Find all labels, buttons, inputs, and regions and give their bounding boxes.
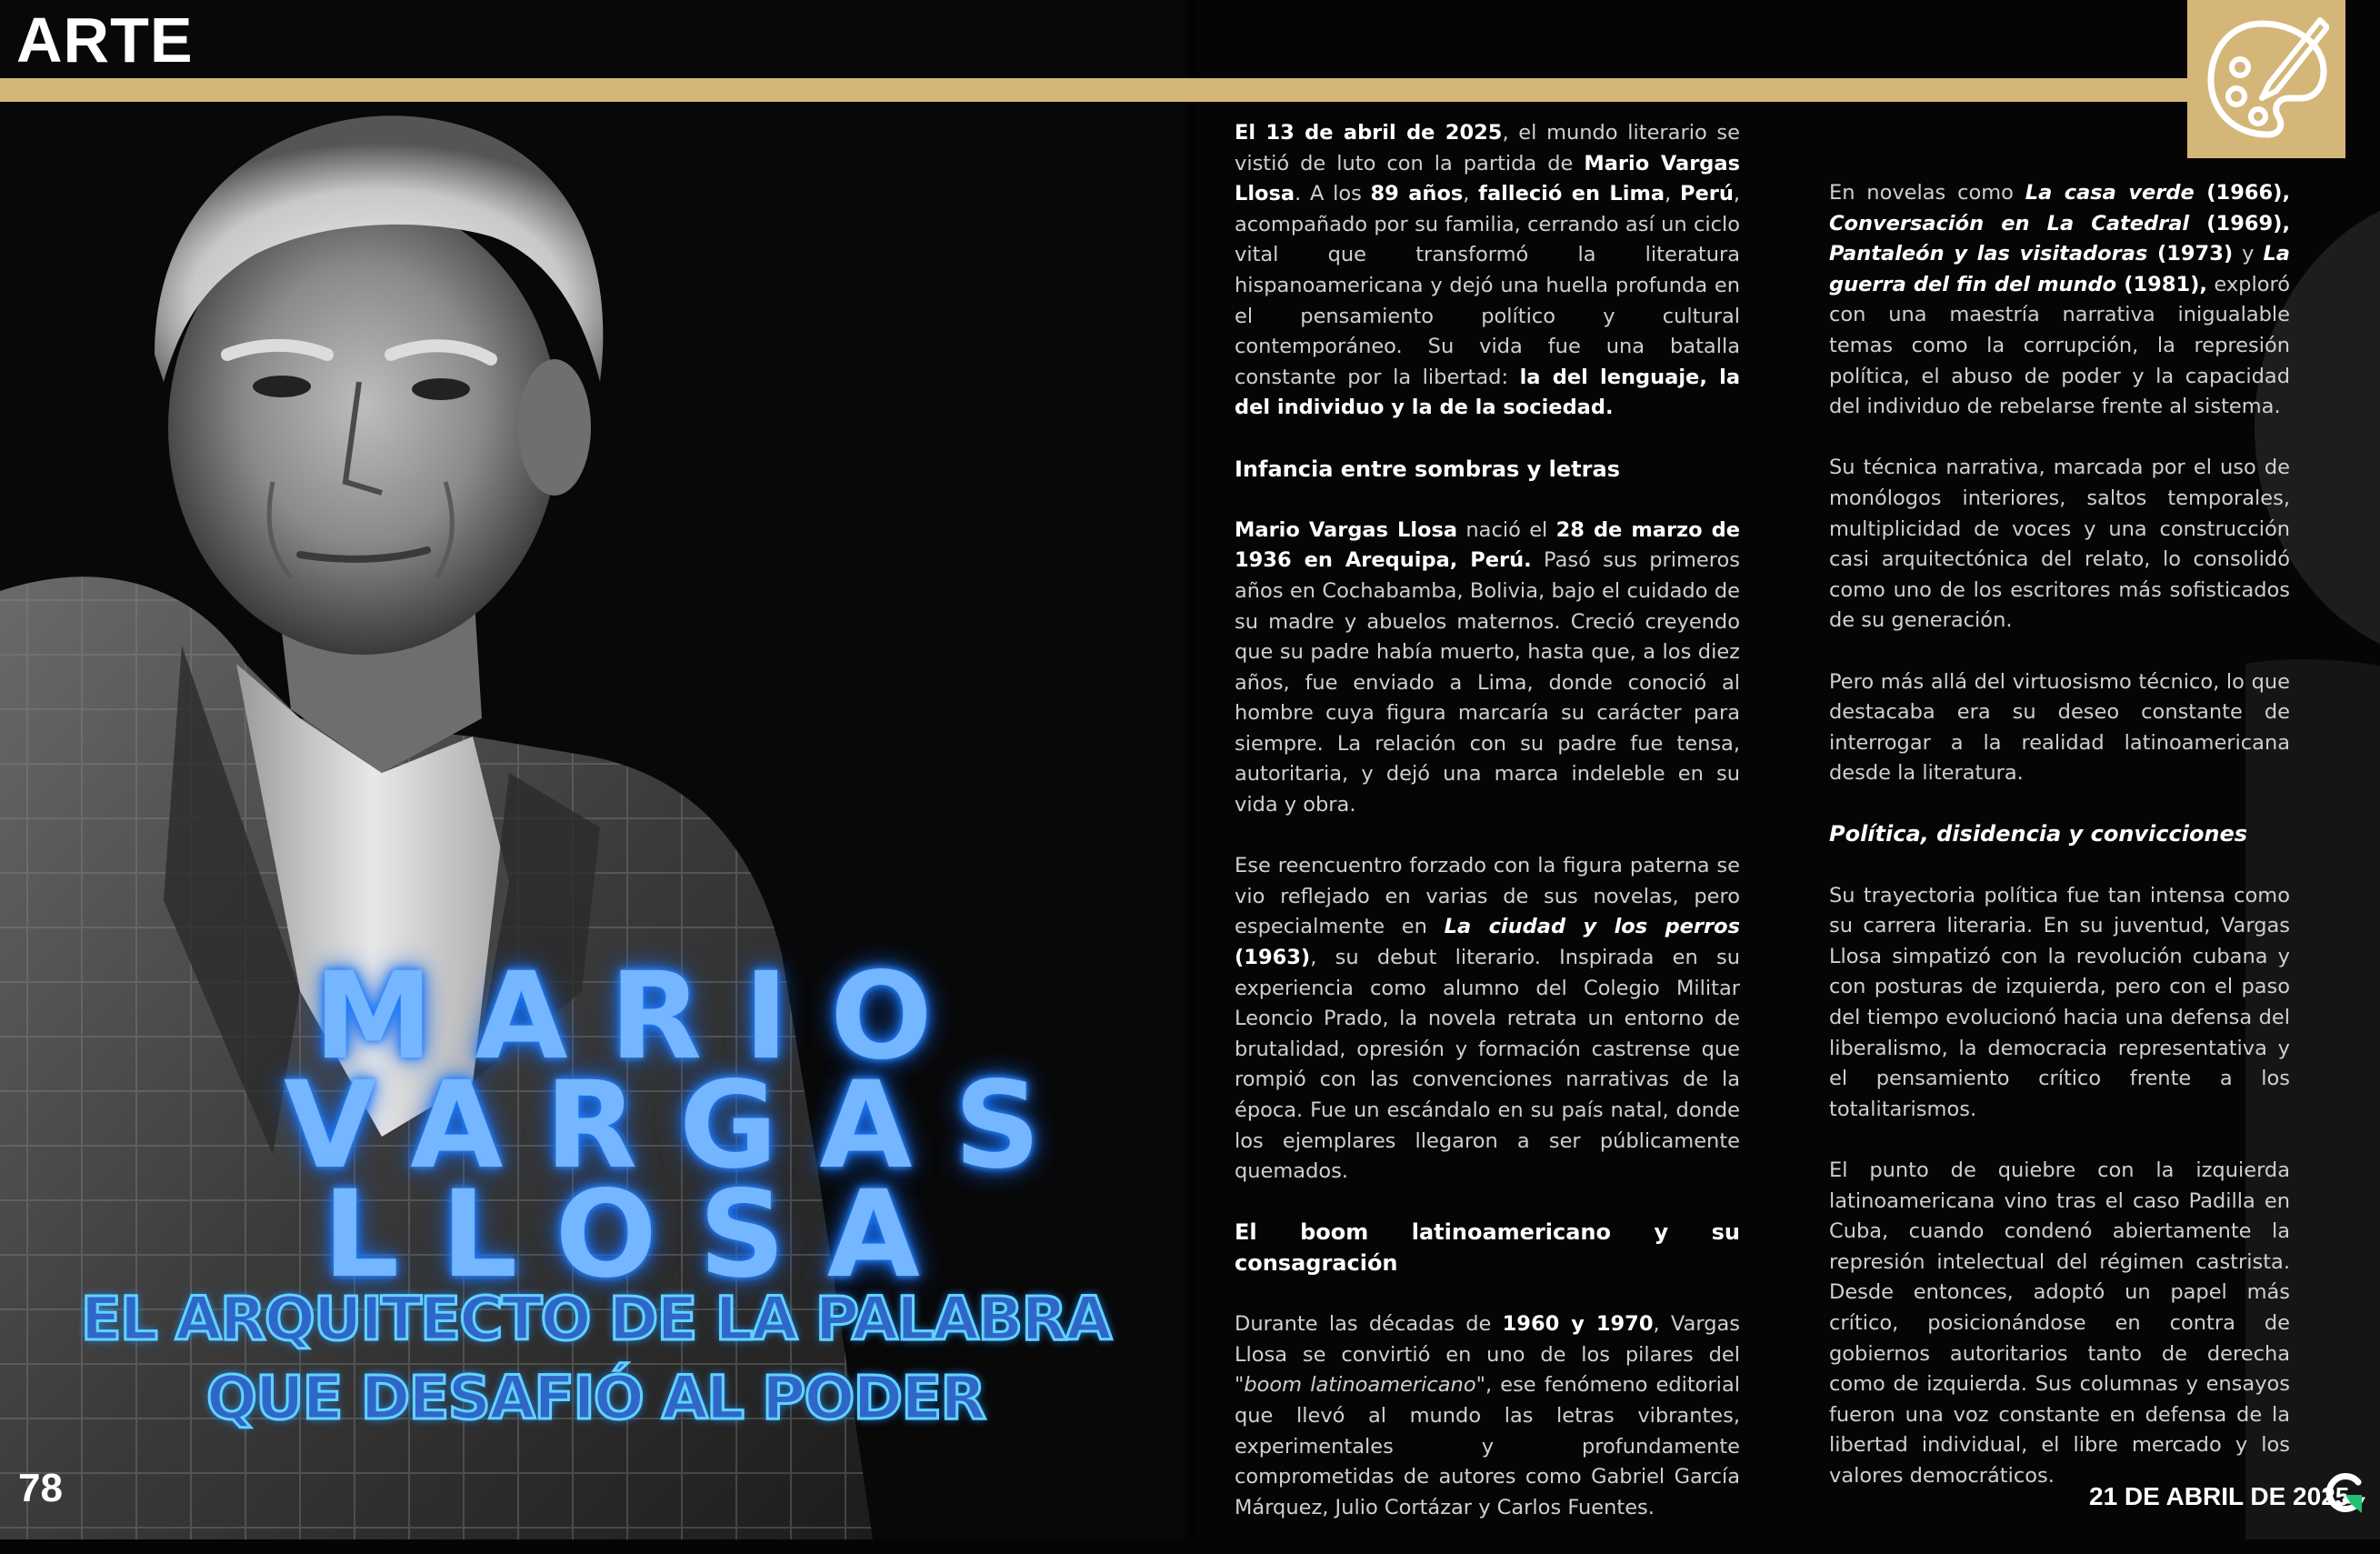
text-run: nació el: [1457, 517, 1556, 542]
text-run: Mario Vargas Llosa: [1235, 151, 1740, 206]
text-run: En novelas como: [1829, 181, 2025, 205]
cover-title-line-3: LLOSA: [323, 1165, 962, 1305]
text-run: "boom latinoamericano": [1235, 1373, 1485, 1398]
text-run: , Vargas Llosa se convirtió en uno de los pilares del: [1235, 1312, 1740, 1367]
paragraph-infancia: [1235, 516, 1740, 821]
text-run: 89 años: [1370, 182, 1464, 206]
paragraph-quiebre: El punto de quiebre con la izquierda latinoamericana vino tras el caso Padilla en Cuba, cuando condenó abiertamente la represión intelectual del régimen castrista. Desde entonces, adoptó un papel más crítico, posicionándose en contra de gobiernos autoritarios tanto de derecha como de izquierda. Sus columnas y ensayos fueron una voz constante en defensa de la libertad individual, el libre mercado y los valores democráticos.: [1829, 1158, 2290, 1488]
text-run: , acompañado por su familia, cerrando así un ciclo vital que transformó la literatura hispanoamericana y dejó una huella profunda en el pensamiento político y cultural contemporáneo. Su vida fue una batalla constante por la libertad:: [1235, 182, 1740, 389]
text-run: La casa verde: [2025, 181, 2195, 205]
header-gold-bar: [0, 78, 2189, 102]
text-run: y: [2233, 242, 2264, 266]
text-run: (1963): [1235, 946, 1311, 970]
text-run: la del lenguaje, la del individuo y la de la sociedad.: [1235, 365, 1741, 420]
text-run: ,: [1665, 182, 1680, 206]
section-label: ARTE: [16, 5, 194, 75]
paragraph-virtuosismo: Pero más allá del virtuosismo técnico, lo que destacaba era su deseo constante de interrogar a la realidad latinoamericana desde la literatura.: [1829, 669, 2290, 786]
text-run: La ciudad y los perros: [1444, 915, 1740, 939]
text-run: Perú: [1679, 182, 1734, 206]
text-run: ,: [1463, 182, 1479, 206]
text-run: Pantaleón y las visitadoras: [1829, 242, 2148, 266]
text-run: , su debut literario. Inspirada en su experiencia como alumno del Colegio Militar Leoncio Prado, la novela retrata un entorno de brutalidad, opresión y formación castrense que rompió con las convenciones narrativas de la época. Fue un escándalo en su país natal, donde los ejemplares llegaron a ser públicamente quemados.: [1235, 946, 1740, 1184]
article-column-2: [1829, 178, 2290, 1522]
art-section-badge: [2187, 0, 2345, 158]
paragraph-tecnica: Su técnica narrativa, marcada por el uso de monólogos interiores, saltos temporales, multiplicidad de voces y una construcción casi arquitectónica del relato, lo consolidó como uno de los escritores más sofisticados de su generación.: [1829, 456, 2290, 633]
article-column-1: [1235, 118, 1740, 1554]
page-fold: [1182, 0, 1200, 1539]
page-number: 78: [18, 1466, 63, 1510]
cover-subtitle-line-1: EL ARQUITECTO DE LA PALABRA: [80, 1284, 1111, 1354]
text-run: falleció en Lima: [1478, 182, 1665, 206]
heading-politica: [1829, 819, 2290, 850]
cover-subtitle-line-2: QUE DESAFIÓ AL PODER: [205, 1363, 985, 1433]
text-run: El 13 de abril de 2025: [1235, 121, 1503, 145]
text-run: (1973): [2147, 242, 2234, 266]
text-run: 28 de marzo de 1936 en Arequipa, Perú.: [1235, 517, 1740, 573]
text-run: Durante las décadas de: [1235, 1312, 1503, 1337]
text-run: . A los: [1295, 182, 1371, 206]
text-run: exploró con una maestría narrativa inigualable temas como la corrupción, la represión política, el abuso de poder y la capacidad del individuo de rebelarse frente al sistema.: [1829, 272, 2290, 419]
text-run: , ese fenómeno editorial que llevó al mundo las letras vibrantes, experimentales y profundamente comprometidas de autores como Gabriel García Márquez, Julio Cortázar y Carlos Fuentes.: [1235, 1373, 1740, 1519]
text-run: Política, disidencia y convicciones: [1829, 821, 2248, 847]
paragraph-trayectoria: Su trayectoria política fue tan intensa como su carrera literaria. En su juventud, Vargas Llosa simpatizó con la revolución cubana y con posturas de izquierda, pero con el paso del tiempo evolucionó hacia una defensa del liberalismo, la democracia representativa y el pensamiento crítico frente a los totalitarismos.: [1829, 883, 2290, 1121]
text-run: La guerra del fin del mundo: [1829, 242, 2290, 296]
paragraph-novelas: [1829, 178, 2290, 423]
text-run: (1969),: [2189, 211, 2290, 236]
magazine-logo-icon: [2324, 1473, 2365, 1515]
palette-icon: [2205, 15, 2329, 142]
text-run: (1966),: [2194, 181, 2291, 205]
text-run: Pasó sus primeros años en Cochabamba, Bolivia, bajo el cuidado de su madre y abuelos maternos. Creció creyendo que su padre había muerto, hasta que, a los diez años, fue enviado a Lima, donde conoció al hombre cuya figura marcaría su carácter para siempre. La relación con su padre fue tensa, autoritaria, y dejó una marca indeleble en su vida y obra.: [1235, 548, 1740, 817]
paragraph-boom: [1235, 1309, 1740, 1523]
text-run: Mario Vargas Llosa: [1235, 517, 1458, 542]
text-run: (1981),: [2116, 272, 2207, 296]
text-run: Conversación en La Catedral: [1829, 211, 2190, 236]
text-run: Ese reencuentro forzado con la figura paterna se vio reflejado en varias de sus novelas, pero especialmente en: [1235, 854, 1740, 939]
text-run: 1960 y 1970: [1502, 1312, 1654, 1337]
issue-date: 21 DE ABRIL DE 2025: [2089, 1482, 2350, 1510]
paragraph-reencuentro: [1235, 851, 1740, 1188]
text-run: , el mundo literario se vistió de luto con la partida de: [1235, 121, 1740, 175]
paragraph-intro: [1235, 118, 1740, 424]
cover-title-line-1: MARIO: [314, 947, 975, 1087]
left-page: [0, 0, 1191, 1539]
heading-infancia: Infancia entre sombras y letras: [1235, 456, 1620, 482]
heading-boom: El boom latinoamericano y su consagración: [1235, 1219, 1740, 1276]
cover-title-line-2: VARGAS: [284, 1056, 1083, 1196]
